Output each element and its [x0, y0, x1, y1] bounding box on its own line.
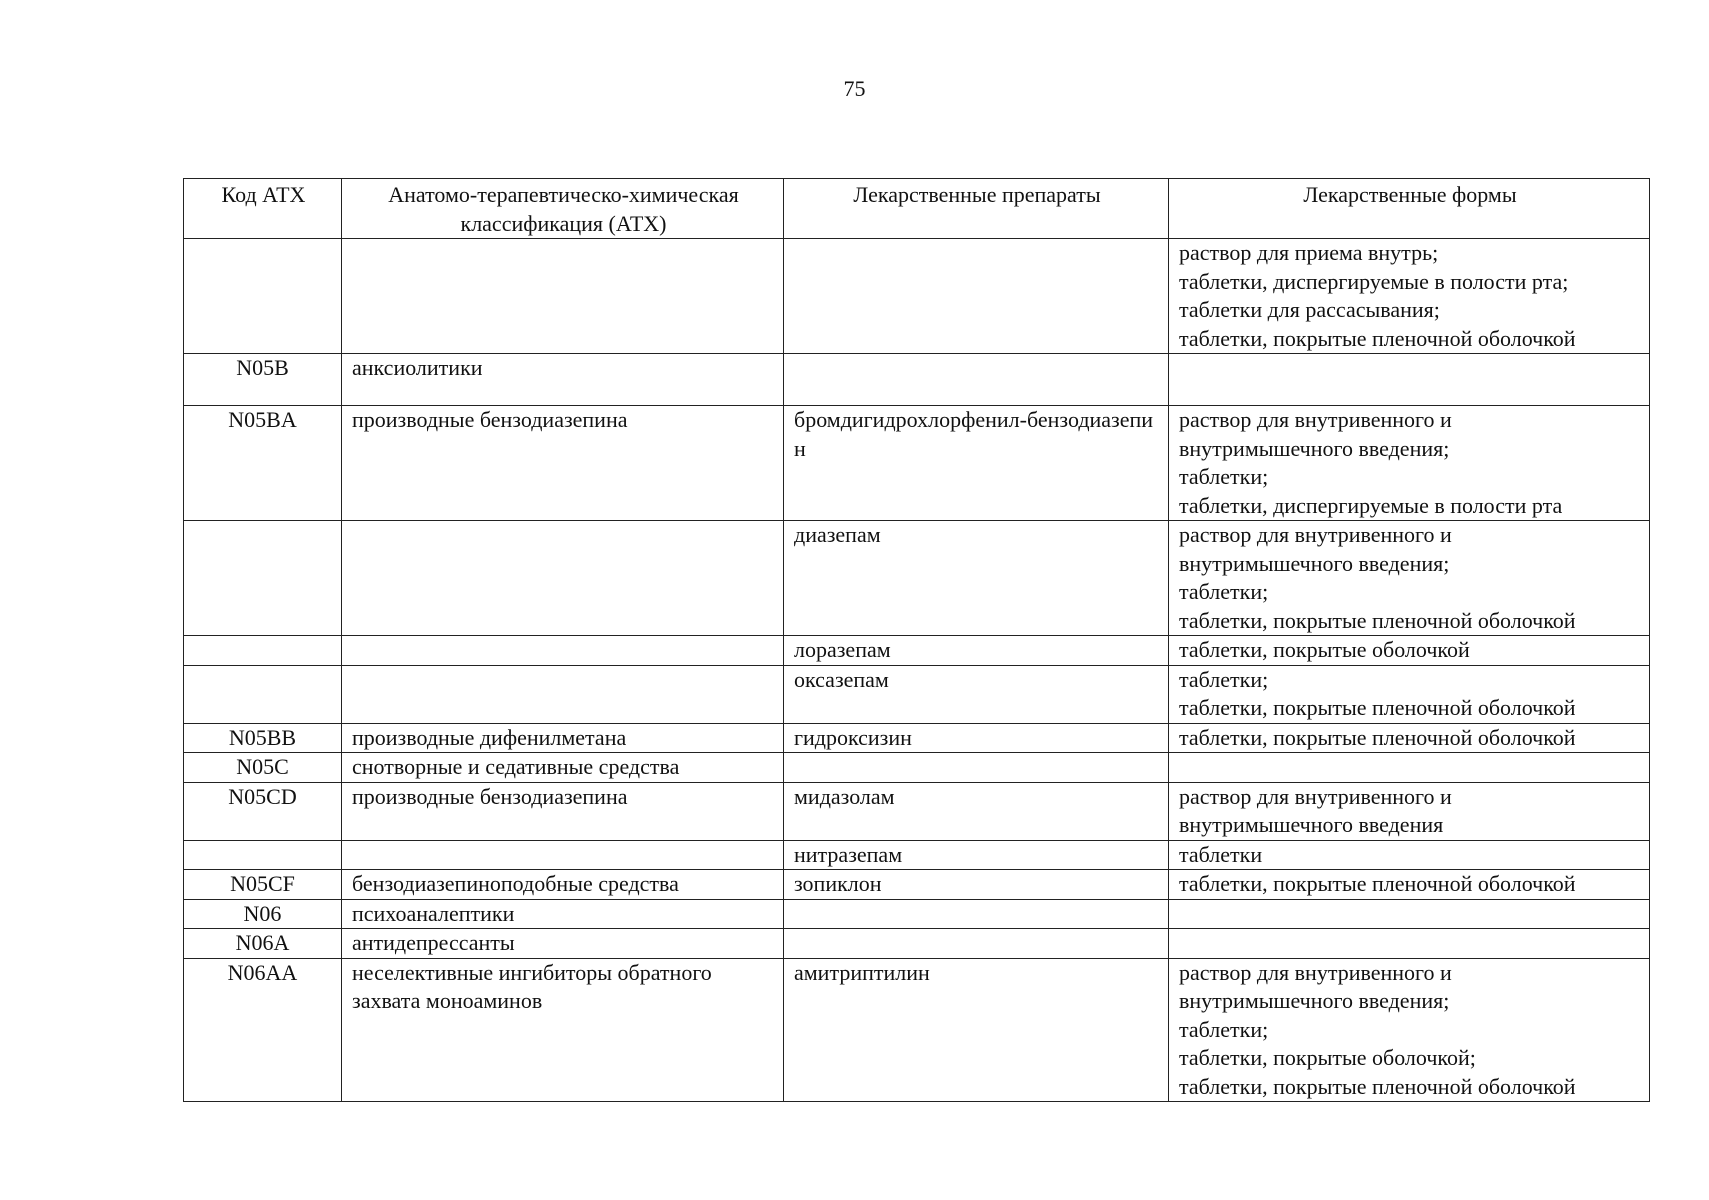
form-line: таблетки, покрытые пленочной оболочкой: [1179, 1073, 1576, 1099]
drug-cell: оксазепам: [784, 665, 1169, 723]
classification-cell: производные дифенилметана: [342, 723, 784, 753]
table-row: [184, 870, 1650, 900]
table-row: [184, 521, 1650, 636]
table-body: [184, 239, 1650, 1102]
atx-code-cell: N06A: [184, 929, 342, 959]
header-classification: Анатомо-терапевтическо-химическая классификация (АТХ): [342, 179, 784, 239]
forms-cell: [1169, 753, 1650, 783]
classification-cell: [342, 840, 784, 870]
table-row: [184, 354, 1650, 406]
drug-cell: [784, 753, 1169, 783]
form-line: внутримышечного введения;: [1179, 988, 1450, 1013]
classification-cell: [342, 636, 784, 666]
atx-code-cell: N05BA: [184, 406, 342, 521]
classification-cell: [342, 665, 784, 723]
header-row: [184, 179, 1650, 239]
drug-cell: [784, 929, 1169, 959]
page-number: 75: [843, 76, 866, 101]
table-row: [184, 840, 1650, 870]
forms-cell: [1169, 723, 1650, 753]
forms-cell: [1169, 354, 1650, 406]
drug-cell: зопиклон: [784, 870, 1169, 900]
atx-code-cell: N05BB: [184, 723, 342, 753]
form-line: раствор для внутривенного и: [1179, 783, 1452, 809]
table-row: [184, 753, 1650, 783]
classification-cell: [342, 521, 784, 636]
form-line: внутримышечного введения;: [1179, 435, 1450, 461]
table-row: [184, 723, 1650, 753]
table-row: [184, 665, 1650, 723]
table-row: [184, 958, 1650, 1102]
form-line: раствор для внутривенного и: [1179, 959, 1452, 985]
form-line: таблетки, покрытые пленочной оболочкой: [1179, 695, 1576, 720]
drug-cell: гидроксизин: [784, 723, 1169, 753]
form-line: таблетки, диспергируемые в полости рта;: [1179, 268, 1569, 294]
forms-cell: [1169, 406, 1650, 521]
form-line: таблетки;: [1179, 464, 1269, 489]
classification-cell: [342, 239, 784, 354]
forms-cell: [1169, 239, 1650, 354]
drug-cell: амитриптилин: [784, 958, 1169, 1102]
header-code: Код АТХ: [184, 179, 342, 239]
classification-cell: антидепрессанты: [342, 929, 784, 959]
atx-code-cell: N05CD: [184, 782, 342, 840]
table-row: [184, 406, 1650, 521]
classification-cell: анксиолитики: [342, 354, 784, 406]
drug-cell: бромдигидрохлорфенил-бензодиазепин: [784, 406, 1169, 521]
drug-cell: лоразепам: [784, 636, 1169, 666]
header-drugs: Лекарственные препараты: [784, 179, 1169, 239]
form-line: таблетки, покрытые оболочкой;: [1179, 1045, 1476, 1070]
form-line: таблетки, покрытые пленочной оболочкой: [1179, 724, 1576, 750]
atx-code-cell: N06AA: [184, 958, 342, 1102]
atx-code-cell: N06: [184, 899, 342, 929]
atx-code-cell: N05C: [184, 753, 342, 783]
form-line: таблетки: [1179, 841, 1263, 867]
drug-cell: нитразепам: [784, 840, 1169, 870]
forms-cell: [1169, 665, 1650, 723]
forms-cell: [1169, 929, 1650, 959]
forms-cell: [1169, 782, 1650, 840]
classification-cell: производные бензодиазепина: [342, 782, 784, 840]
forms-cell: [1169, 636, 1650, 666]
atx-code-cell: [184, 521, 342, 636]
form-line: раствор для приема внутрь;: [1179, 240, 1439, 265]
forms-cell: [1169, 899, 1650, 929]
form-line: таблетки для рассасывания;: [1179, 297, 1440, 322]
forms-cell: [1169, 521, 1650, 636]
atx-code-cell: [184, 239, 342, 354]
atx-code-cell: [184, 636, 342, 666]
form-line: таблетки, покрытые пленочной оболочкой: [1179, 607, 1576, 633]
drug-cell: [784, 899, 1169, 929]
classification-cell: бензодиазепиноподобные средства: [342, 870, 784, 900]
form-line: внутримышечного введения: [1179, 812, 1444, 837]
drug-cell: [784, 354, 1169, 406]
drug-cell: мидазолам: [784, 782, 1169, 840]
classification-cell: производные бензодиазепина: [342, 406, 784, 521]
form-line: таблетки, покрытые пленочной оболочкой: [1179, 325, 1576, 351]
form-line: таблетки, диспергируемые в полости рта: [1179, 492, 1563, 518]
table-row: [184, 636, 1650, 666]
atx-code-cell: N05B: [184, 354, 342, 406]
table-row: [184, 782, 1650, 840]
atx-code-cell: N05CF: [184, 870, 342, 900]
form-line: таблетки, покрытые пленочной оболочкой: [1179, 871, 1576, 896]
forms-cell: [1169, 870, 1650, 900]
atx-table: [183, 178, 1650, 1102]
forms-cell: [1169, 840, 1650, 870]
form-line: таблетки;: [1179, 579, 1269, 604]
form-line: раствор для внутривенного и: [1179, 522, 1452, 547]
atx-code-cell: [184, 840, 342, 870]
form-line: раствор для внутривенного и: [1179, 407, 1452, 432]
table-row: [184, 929, 1650, 959]
header-forms: Лекарственные формы: [1169, 179, 1650, 239]
classification-cell: психоаналептики: [342, 899, 784, 929]
form-line: внутримышечного введения;: [1179, 550, 1450, 576]
table-row: [184, 899, 1650, 929]
form-line: таблетки;: [1179, 666, 1269, 692]
drug-cell: диазепам: [784, 521, 1169, 636]
drug-cell: [784, 239, 1169, 354]
form-line: таблетки;: [1179, 1016, 1269, 1042]
classification-cell: снотворные и седативные средства: [342, 753, 784, 783]
table-header: [184, 179, 1650, 239]
table-row: [184, 239, 1650, 354]
forms-cell: [1169, 958, 1650, 1102]
atx-code-cell: [184, 665, 342, 723]
form-line: таблетки, покрытые оболочкой: [1179, 637, 1470, 662]
classification-cell: неселективные ингибиторы обратного захвата моноаминов: [342, 958, 784, 1102]
